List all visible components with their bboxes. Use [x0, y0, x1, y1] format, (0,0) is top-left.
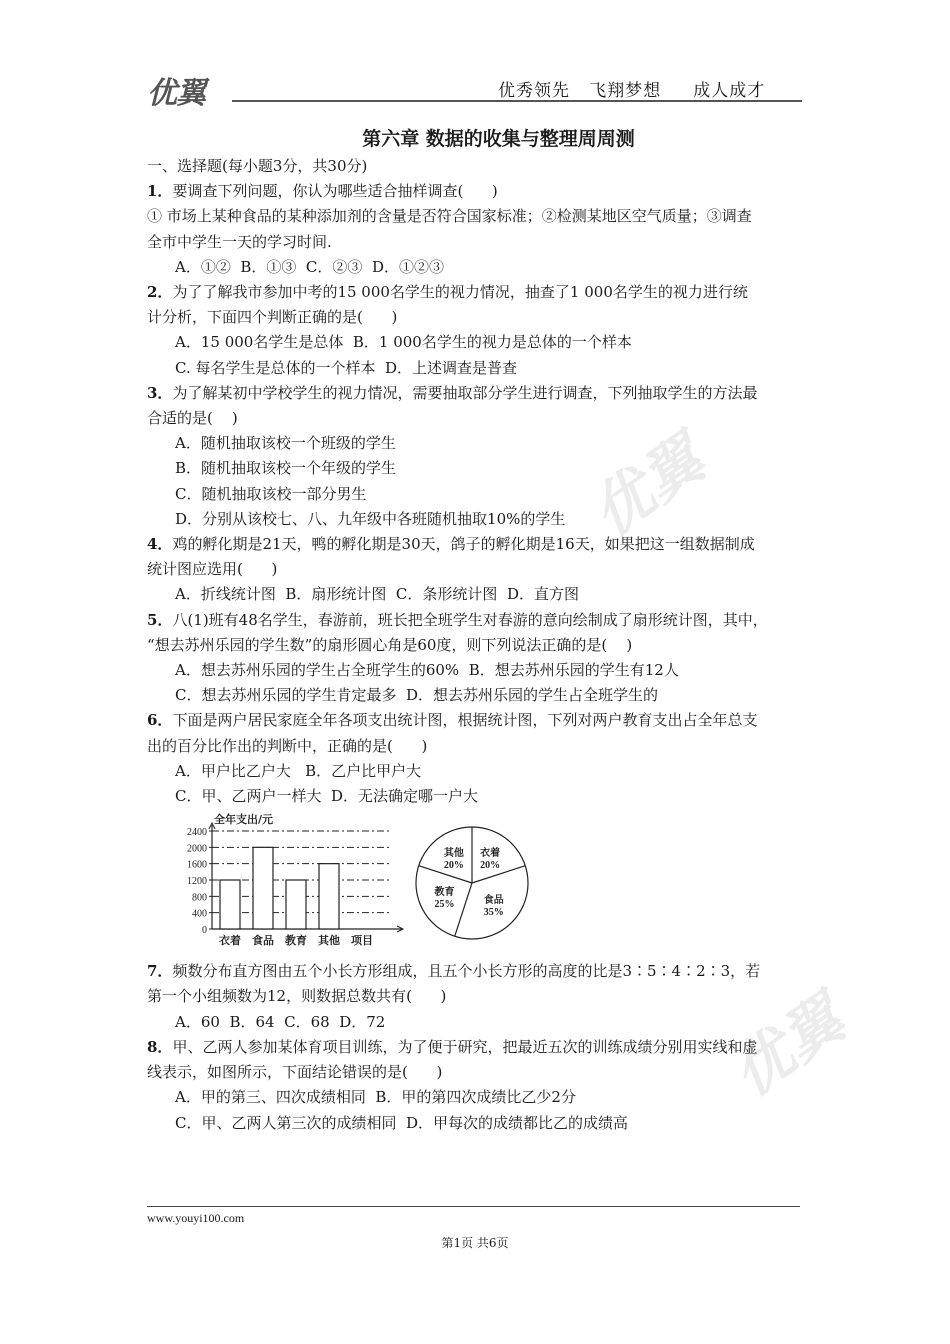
answer-options: C．甲、乙两户一样大 D．无法确定哪一户大 — [175, 787, 479, 806]
question-number: 2． — [147, 283, 173, 302]
question-stem-line — [147, 1035, 812, 1060]
bar-教育 — [286, 880, 306, 929]
answer-options: C. 每名学生是总体的一个样本 D．上述调查是普查 — [175, 358, 518, 377]
question-7 — [147, 959, 812, 1035]
question-1 — [147, 179, 812, 280]
answer-options: A．甲户比乙户大 B．乙户比甲户大 — [175, 761, 422, 780]
answer-options: A．甲的第三、四次成绩相同 B．甲的第四次成绩比乙少2分 — [175, 1088, 576, 1107]
page-title: 第六章 数据的收集与整理周周测 — [362, 128, 635, 150]
section-heading: 一、选择题(每小题3分，共30分) — [147, 157, 368, 175]
question-stem-line — [147, 984, 812, 1009]
answer-options: A．折线统计图 B．扇形统计图 C．条形统计图 D．直方图 — [175, 585, 579, 604]
y-tick-label: 2000 — [187, 843, 207, 855]
question-6-figures — [147, 811, 812, 957]
watermark-logo: 优翼 — [718, 984, 858, 1111]
question-number: 1． — [147, 182, 173, 201]
question-text: “想去苏州乐园的学生数”的扇形圆心角是60度，则下列说法正确的是( ) — [147, 635, 633, 654]
question-number: 6． — [147, 711, 173, 730]
answer-options: A．15 000名学生是总体 B．1 000名学生的视力是总体的一个样本 — [175, 333, 632, 352]
footer-url[interactable]: www.youyi100.com — [147, 1211, 245, 1225]
question-stem-line — [147, 708, 812, 733]
question-stem-line — [147, 633, 812, 658]
question-stem-line — [147, 406, 812, 431]
question-text: 第一个小组频数为12，则数据总数共有( ) — [147, 987, 447, 1006]
question-5 — [147, 608, 812, 709]
y-tick-label: 400 — [192, 908, 207, 920]
answer-options: C．想去苏州乐园的学生肯定最多 D．想去苏州乐园的学生占全班学生的 — [175, 686, 659, 705]
slice-label: 食品 — [483, 895, 504, 907]
question-text: 线表示，如图所示，下面结论错误的是( ) — [147, 1063, 443, 1082]
question-8 — [147, 1035, 812, 1136]
question-text: 出的百分比作出的判断中，正确的是( ) — [147, 736, 428, 755]
y-tick-label: 1200 — [187, 876, 207, 888]
question-extra-line: ① 市场上某种食品的某种添加剂的含量是否符合国家标准；②检测某地区空气质量；③调查 — [147, 207, 752, 226]
answer-options: C．随机抽取该校一部分男生 — [175, 484, 367, 503]
document-body — [147, 124, 812, 1136]
answer-options: D．分别从该校七、八、九年级中各班随机抽取10%的学生 — [175, 509, 566, 528]
question-number: 7． — [147, 962, 173, 981]
y-tick-label: 1600 — [187, 859, 207, 871]
bar-衣着 — [220, 880, 240, 929]
slice-percent: 20% — [443, 860, 464, 872]
answer-options: A．60 B．64 C．68 D．72 — [175, 1012, 386, 1031]
logo: 优翼 — [147, 76, 205, 111]
question-stem-line — [147, 305, 812, 330]
question-stem-line — [147, 1060, 812, 1085]
header-slogan: 优秀领先 飞翔梦想 成人成才 — [498, 81, 766, 101]
answer-options: A．①② B．①③ C．②③ D．①②③ — [175, 257, 444, 276]
question-3 — [147, 381, 812, 532]
category-label: 其他 — [318, 934, 340, 948]
question-text: 计分析，下面四个判断正确的是( ) — [147, 308, 398, 327]
bar-其他 — [319, 864, 339, 929]
x-axis-label: 项目 — [351, 934, 373, 948]
question-6 — [147, 708, 812, 809]
slice-label: 其他 — [443, 848, 464, 860]
pie-chart — [407, 821, 537, 951]
question-text: 为了解某初中学校学生的视力情况，需要抽取部分学生进行调查，下列抽取学生的方法最 — [172, 383, 758, 402]
question-list — [147, 179, 812, 1136]
question-text: 甲、乙两人参加某体育项目训练，为了便于研究，把最近五次的训练成绩分别用实线和虚 — [172, 1037, 758, 1056]
question-text: 要调查下列问题，你认为哪些适合抽样调查( ) — [172, 182, 498, 201]
category-label: 衣着 — [219, 934, 241, 948]
question-text: 鸡的孵化期是21天，鸭的孵化期是30天，鸽子的孵化期是16天，如果把这一组数据制成 — [172, 535, 755, 554]
question-number: 5． — [147, 610, 173, 629]
question-stem-line — [147, 532, 812, 557]
question-number: 4． — [147, 535, 173, 554]
question-stem-line — [147, 734, 812, 759]
question-2 — [147, 280, 812, 381]
question-stem-line — [147, 381, 812, 406]
slice-percent: 35% — [483, 907, 504, 919]
y-tick-label: 800 — [192, 892, 207, 904]
question-text: 频数分布直方图由五个小长方形组成，且五个小长方形的高度的比是3∶5∶4∶2∶3，若 — [172, 962, 761, 981]
slice-label: 教育 — [434, 887, 455, 899]
watermark-logo: 优翼 — [578, 424, 718, 551]
answer-options: B．随机抽取该校一个年级的学生 — [175, 459, 397, 478]
footer-rule — [147, 1206, 800, 1207]
slice-label: 衣着 — [480, 848, 501, 860]
question-extra-line: 全市中学生一天的学习时间. — [147, 232, 332, 251]
answer-options: A．想去苏州乐园的学生占全班学生的60% B．想去苏州乐园的学生有12人 — [175, 661, 679, 680]
question-text: 为了了解我市参加中考的15 000名学生的视力情况，抽查了1 000名学生的视力进行统 — [172, 283, 748, 302]
answer-options: A．随机抽取该校一个班级的学生 — [175, 434, 396, 453]
question-stem-line — [147, 280, 812, 305]
category-label: 教育 — [285, 934, 307, 948]
header-rule — [232, 100, 802, 102]
chart-title: 全年支出/元 — [214, 813, 274, 827]
question-stem-line — [147, 179, 812, 204]
page-number: 第1页 共6页 — [441, 1236, 509, 1250]
question-stem-line — [147, 959, 812, 984]
y-tick-label: 0 — [202, 925, 207, 937]
question-text: 八(1)班有48名学生，春游前，班长把全班学生对春游的意向绘制成了扇形统计图，其中， — [172, 610, 768, 629]
y-tick-label: 2400 — [187, 827, 207, 839]
question-stem-line — [147, 608, 812, 633]
category-label: 食品 — [252, 934, 274, 948]
bar-食品 — [253, 848, 273, 930]
slice-percent: 25% — [434, 899, 455, 911]
question-stem-line — [147, 557, 812, 582]
question-number: 3． — [147, 383, 173, 402]
question-text: 合适的是( ) — [147, 409, 238, 428]
question-4 — [147, 532, 812, 608]
slice-percent: 20% — [480, 860, 501, 872]
bar-chart — [172, 811, 417, 957]
answer-options: C．甲、乙两人第三次的成绩相同 D．甲每次的成绩都比乙的成绩高 — [175, 1113, 629, 1132]
question-text: 统计图应选用( ) — [147, 560, 278, 579]
question-text: 下面是两户居民家庭全年各项支出统计图，根据统计图，下列对两户教育支出占全年总支 — [172, 711, 758, 730]
question-number: 8． — [147, 1037, 173, 1056]
